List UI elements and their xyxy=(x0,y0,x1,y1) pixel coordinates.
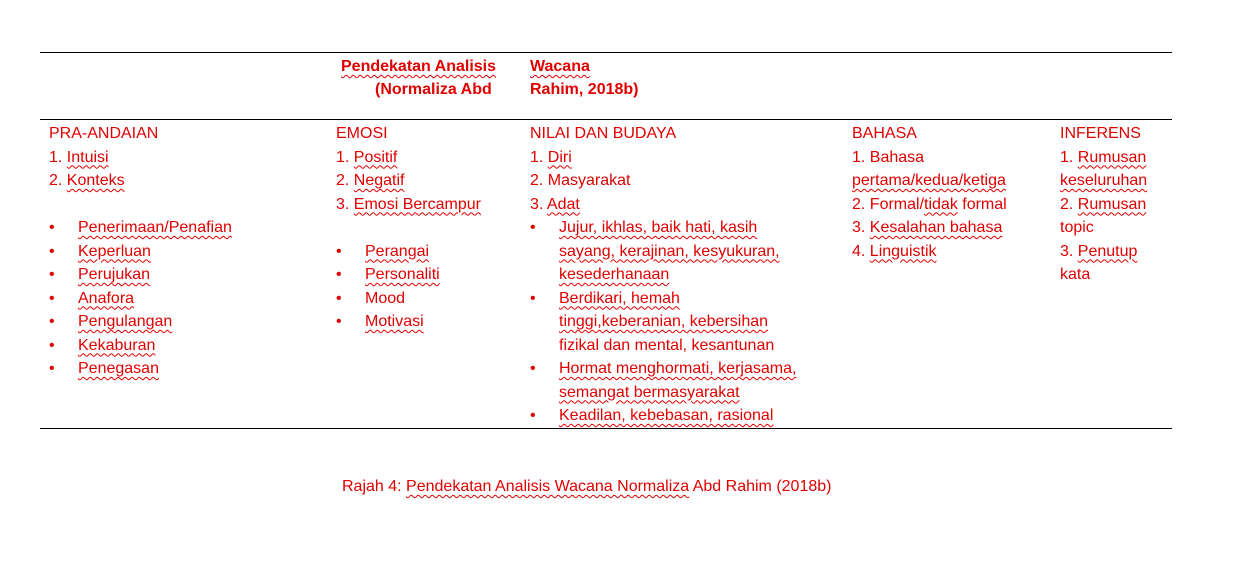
list-item: 4. Linguistik xyxy=(852,242,937,260)
list-item: pertama/kedua/ketiga xyxy=(852,172,1006,189)
bullet-item: • Perangai xyxy=(336,240,481,264)
bullet-item: • Motivasi xyxy=(336,310,481,334)
table-header-rule xyxy=(40,119,1172,120)
list-item: keseluruhan xyxy=(1060,172,1148,189)
bullet-item: • Pengulangan xyxy=(49,310,232,334)
column-bahasa xyxy=(852,122,1007,263)
list-item: 2. Formal/tidak formal xyxy=(852,195,1007,213)
bullet-item: • Personaliti xyxy=(336,263,481,287)
column-inferens xyxy=(1060,122,1147,287)
bullet-item: • Keadilan, kebebasan, rasional xyxy=(530,404,796,428)
column-heading: BAHASA xyxy=(852,125,917,142)
table-top-rule xyxy=(40,52,1172,53)
list-item: 1. Intuisi xyxy=(49,148,109,166)
list-item: 1. Positif xyxy=(336,148,398,166)
title-line1-right: Wacana xyxy=(530,58,590,75)
list-item: 1. Bahasa xyxy=(852,148,925,166)
bullet-item: • Kekaburan xyxy=(49,334,232,358)
bullet-item: • Mood xyxy=(336,287,481,311)
column-emosi xyxy=(336,122,481,334)
list-item: topic xyxy=(1060,219,1094,236)
bullet-item: • Jujur, ikhlas, baik hati, kasih sayang, kerajinan, kesyukuran, kesederhanaan xyxy=(530,216,796,287)
list-item: 2. Konteks xyxy=(49,172,125,189)
column-pra-andaian xyxy=(49,122,232,381)
list-item: 3. Emosi Bercampur xyxy=(336,195,481,213)
list-item: 1. Rumusan xyxy=(1060,148,1147,166)
bullet-item: • Keperluan xyxy=(49,240,232,264)
column-nilai-dan-budaya xyxy=(530,122,796,428)
list-item: 2. Negatif xyxy=(336,172,405,189)
column-heading: INFERENS xyxy=(1060,125,1141,142)
list-item: 3. Adat xyxy=(530,195,580,213)
list-item: 2. Rumusan xyxy=(1060,195,1147,213)
bullet-item: • Anafora xyxy=(49,287,232,311)
column-heading: PRA-ANDAIAN xyxy=(49,125,159,142)
title-line2-right: Rahim, 2018b) xyxy=(530,81,639,98)
title-line2-left: (Normaliza Abd xyxy=(375,81,492,98)
title-line1-left: Pendekatan Analisis xyxy=(341,58,497,75)
bullet-item: • Penegasan xyxy=(49,357,232,381)
list-item: 2. Masyarakat xyxy=(530,172,631,189)
list-item: kata xyxy=(1060,266,1091,283)
figure-caption: Rajah 4: Pendekatan Analisis Wacana Normaliza Abd Rahim (2018b) xyxy=(342,478,832,495)
bullet-item: • Hormat menghormati, kerjasama, semangat bermasyarakat xyxy=(530,357,796,404)
list-item: 1. Diri xyxy=(530,148,572,166)
bullet-item: • Berdikari, hemah tinggi,keberanian, kebersihan fizikal dan mental, kesantunan xyxy=(530,287,796,358)
bullet-item: • Perujukan xyxy=(49,263,232,287)
column-heading: NILAI DAN BUDAYA xyxy=(530,125,677,142)
list-item: 3. Kesalahan bahasa xyxy=(852,219,1003,236)
list-item: 3. Penutup xyxy=(1060,242,1138,260)
column-heading: EMOSI xyxy=(336,125,388,142)
bullet-item: • Penerimaan/Penafian xyxy=(49,216,232,240)
table-bottom-rule xyxy=(40,428,1172,429)
